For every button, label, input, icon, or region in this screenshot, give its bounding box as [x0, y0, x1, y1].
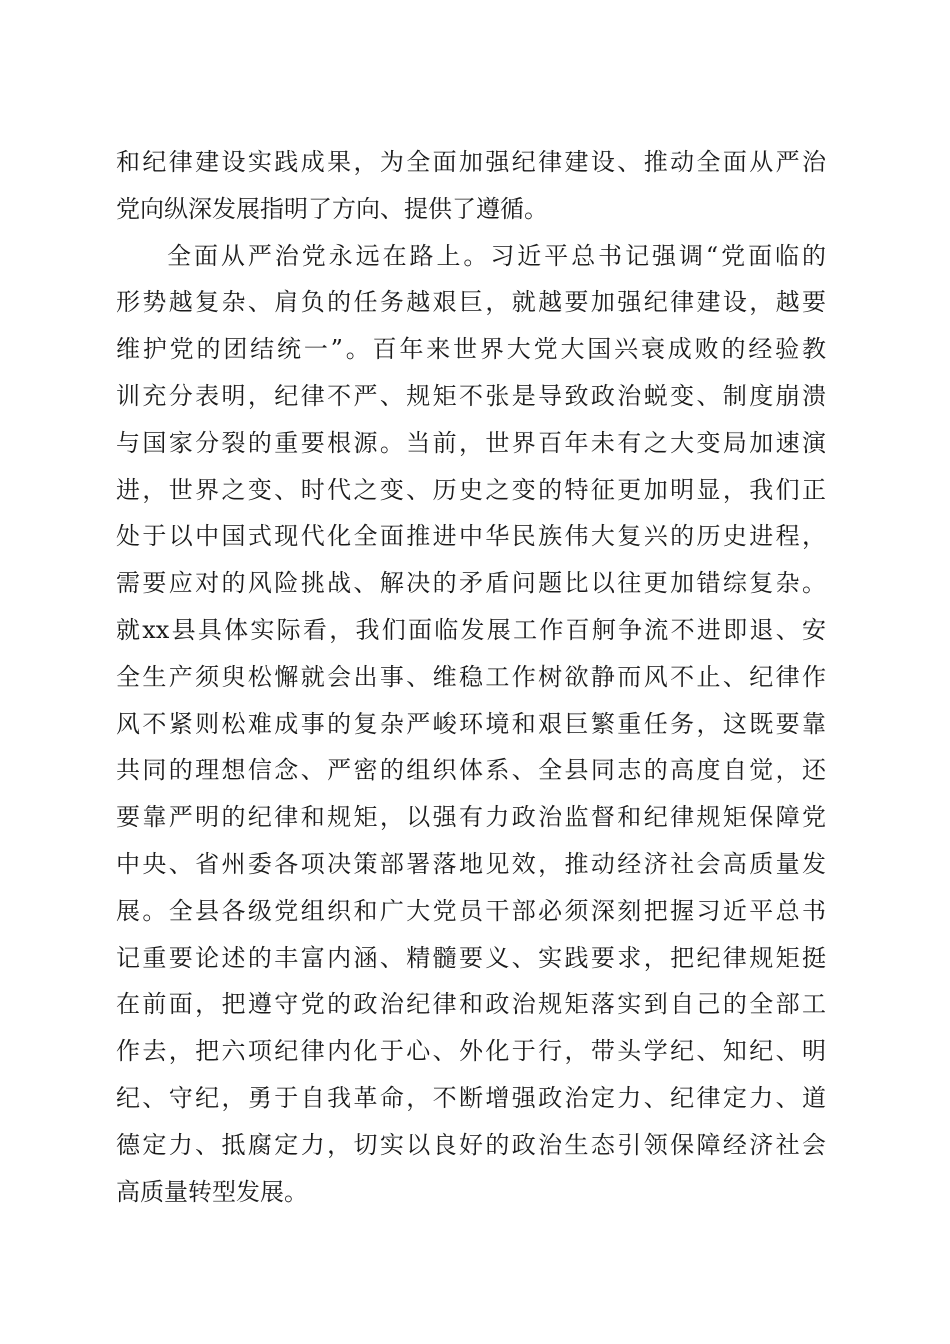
text-line: 进，世界之变、时代之变、历史之变的特征更加明显，我们正 [116, 475, 826, 504]
paragraph-first-line: 全面从严治党永远在路上。习近平总书记强调“党面临的 [167, 241, 826, 270]
text-line: 中央、省州委各项决策部署落地见效，推动经济社会高质量发 [116, 849, 826, 878]
text-line: 共同的理想信念、严密的组织体系、全县同志的高度自觉，还 [116, 756, 826, 785]
text-line: 作去，把六项纪律内化于心、外化于行，带头学纪、知纪、明 [116, 1037, 826, 1066]
text-line: 处于以中国式现代化全面推进中华民族伟大复兴的历史进程， [116, 522, 826, 551]
text-line: 训充分表明，纪律不严、规矩不张是导致政治蜕变、制度崩溃 [116, 381, 826, 410]
body-text [116, 139, 826, 1215]
text-line: 维护党的团结统一”。百年来世界大党大国兴衰成败的经验教 [116, 335, 826, 364]
text-line: 党向纵深发展指明了方向、提供了遵循。 [116, 194, 548, 223]
text-line: 德定力、抵腐定力，切实以良好的政治生态引领保障经济社会 [116, 1130, 826, 1159]
text-line: 就xx县具体实际看，我们面临发展工作百舸争流不进即退、安 [116, 615, 826, 644]
text-line: 需要应对的风险挑战、解决的矛盾问题比以往更加错综复杂。 [116, 569, 826, 598]
text-line: 和纪律建设实践成果，为全面加强纪律建设、推动全面从严治 [116, 148, 826, 176]
text-line: 在前面，把遵守党的政治纪律和政治规矩落实到自己的全部工 [116, 990, 826, 1019]
text-line: 高质量转型发展。 [116, 1177, 308, 1206]
text-line: 与国家分裂的重要根源。当前，世界百年未有之大变局加速演 [116, 428, 826, 457]
text-line: 形势越复杂、肩负的任务越艰巨，就越要加强纪律建设，越要 [116, 288, 826, 317]
text-line: 风不紧则松难成事的复杂严峻环境和艰巨繁重任务，这既要靠 [116, 709, 826, 738]
text-line: 全生产须臾松懈就会出事、维稳工作树欲静而风不止、纪律作 [116, 662, 826, 691]
text-line: 要靠严明的纪律和规矩，以强有力政治监督和纪律规矩保障党 [116, 803, 826, 832]
text-line: 展。全县各级党组织和广大党员干部必须深刻把握习近平总书 [116, 896, 826, 925]
text-line: 纪、守纪，勇于自我革命，不断增强政治定力、纪律定力、道 [116, 1083, 826, 1112]
text-line: 记重要论述的丰富内涵、精髓要义、实践要求，把纪律规矩挺 [116, 943, 826, 972]
